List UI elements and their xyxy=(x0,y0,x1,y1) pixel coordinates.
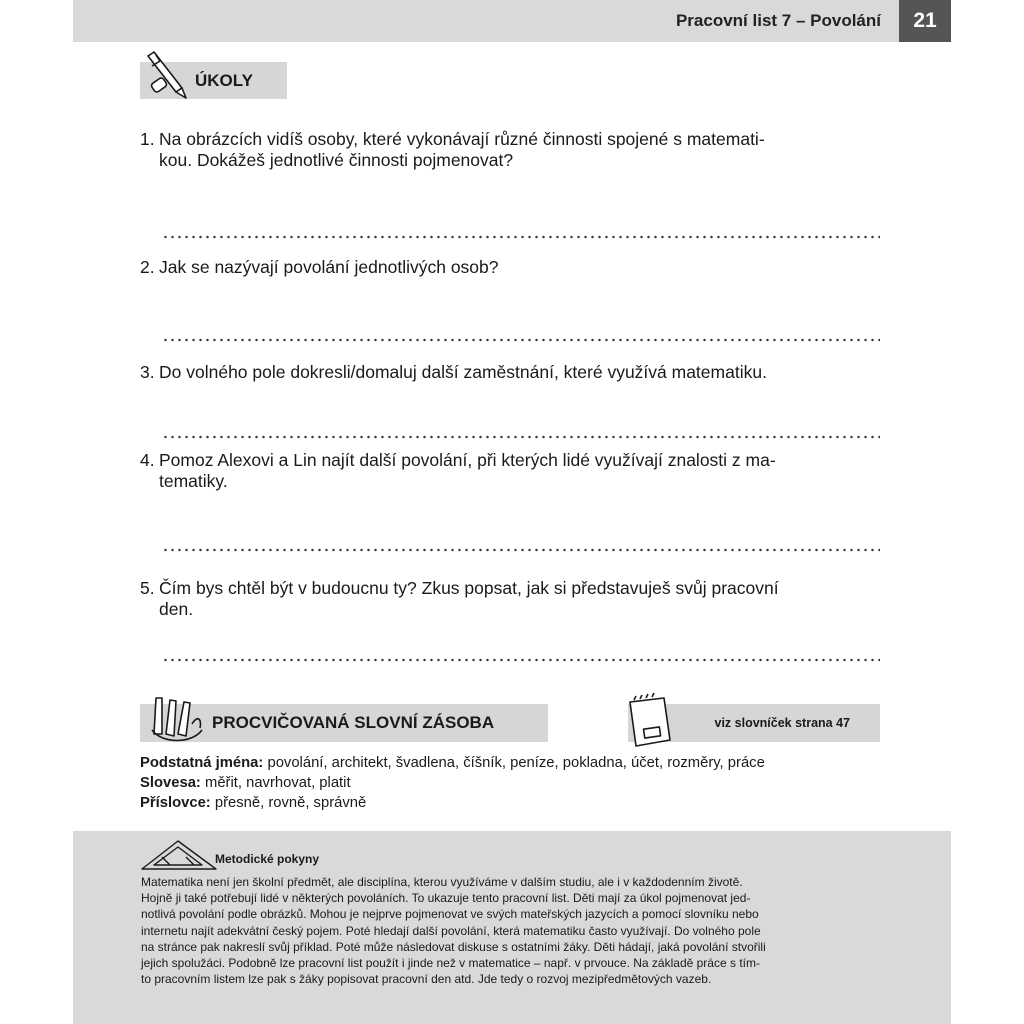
task-text-line: Čím bys chtěl být v budoucnu ty? Zkus popsat, jak si představuješ svůj pracovní xyxy=(159,578,779,598)
vocab-nouns-row xyxy=(140,753,900,773)
task-number: 3. xyxy=(140,362,155,382)
methodology-line: Hojně ji také potřebují lidé v některých povoláních. To ukazuje tento pracovní list. Děti mají za úkol pojmenovat jed- xyxy=(141,891,751,906)
tasks-banner xyxy=(140,62,287,99)
methodology-line: to pracovním listem lze pak s žáky popisovat pracovní den atd. Jde tedy o rozvoj mezipředmětových vazeb. xyxy=(141,972,712,987)
answer-line-3[interactable] xyxy=(162,434,880,440)
task-1 xyxy=(140,129,880,171)
task-text-line: Jak se nazývají povolání jednotlivých osob? xyxy=(159,257,499,277)
methodology-text xyxy=(141,874,886,987)
vocab-nouns-label: Podstatná jména: xyxy=(140,755,264,771)
task-text-line: Pomoz Alexovi a Lin najít další povolání, při kterých lidé využívají znalosti z ma- xyxy=(159,450,776,470)
notebook-icon xyxy=(624,692,676,752)
methodology-box xyxy=(73,831,951,1024)
vocab-adverbs-row xyxy=(140,793,900,813)
vocabulary-list xyxy=(140,753,900,813)
answer-line-5[interactable] xyxy=(162,657,880,663)
set-square-icon xyxy=(140,839,218,871)
methodology-line: jejich spolužáci. Podobně lze pracovní list použít i jinde než v matematice – např. v prvouce. Na základě práce s tím- xyxy=(141,956,760,971)
page-header xyxy=(73,0,951,42)
vocab-verbs: měřit, navrhovat, platit xyxy=(205,775,351,791)
vocab-verbs-row xyxy=(140,773,900,793)
page-number: 21 xyxy=(899,0,951,42)
dictionary-reference xyxy=(628,704,880,742)
task-text-line: Na obrázcích vidíš osoby, které vykonávají různé činnosti spojené s matemati- xyxy=(159,129,765,149)
methodology-line: Matematika není jen školní předmět, ale disciplína, kterou využíváme v dalším studiu, ale i v každodenním životě. xyxy=(141,875,743,889)
vocab-verbs-label: Slovesa: xyxy=(140,775,201,791)
task-number: 2. xyxy=(140,257,155,277)
task-number: 1. xyxy=(140,129,155,149)
task-number: 5. xyxy=(140,578,155,598)
answer-line-2[interactable] xyxy=(162,337,880,343)
task-text-line: kou. Dokážeš jednotlivé činnosti pojmenovat? xyxy=(159,150,514,170)
answer-line-1[interactable] xyxy=(162,234,880,240)
task-text-line: den. xyxy=(159,599,194,619)
dictionary-reference-label: viz slovníček strana 47 xyxy=(714,716,850,730)
task-5 xyxy=(140,578,880,620)
vocab-nouns: povolání, architekt, švadlena, číšník, peníze, pokladna, účet, rozměry, práce xyxy=(267,755,765,771)
methodology-line: notlivá povolání podle obrázků. Mohou je nejprve pojmenovat ve svých mateřských jazycích a pomocí slovníku nebo xyxy=(141,907,759,922)
task-2 xyxy=(140,257,880,278)
methodology-title: Metodické pokyny xyxy=(215,852,320,866)
tasks-banner-label: ÚKOLY xyxy=(195,71,253,90)
vocab-adverbs: přesně, rovně, správně xyxy=(214,795,367,811)
task-4 xyxy=(140,450,880,492)
methodology-line: internetu najít adekvátní český pojem. Poté hledají další povolání, která matematiku často využívají. Do volného pole xyxy=(141,923,761,938)
worksheet-title: Pracovní list 7 – Povolání xyxy=(675,11,881,30)
task-text-line: Do volného pole dokresli/domaluj další zaměstnání, které využívá matematiku. xyxy=(159,362,767,382)
task-3 xyxy=(140,362,880,383)
vocabulary-banner-label: PROCVIČOVANÁ SLOVNÍ ZÁSOBA xyxy=(212,713,495,732)
methodology-line: na stránce pak nakreslí svůj příklad. Poté může následovat diskuse s ostatními žáky. Děti hádají, jaká povolání stvořili xyxy=(141,939,766,954)
pen-icon xyxy=(142,50,190,102)
task-text-line: tematiky. xyxy=(159,471,228,491)
answer-line-4[interactable] xyxy=(162,547,880,553)
task-number: 4. xyxy=(140,450,155,470)
vocab-adverbs-label: Příslovce: xyxy=(140,795,211,811)
pencils-icon xyxy=(148,694,206,744)
vocabulary-banner xyxy=(140,704,548,742)
